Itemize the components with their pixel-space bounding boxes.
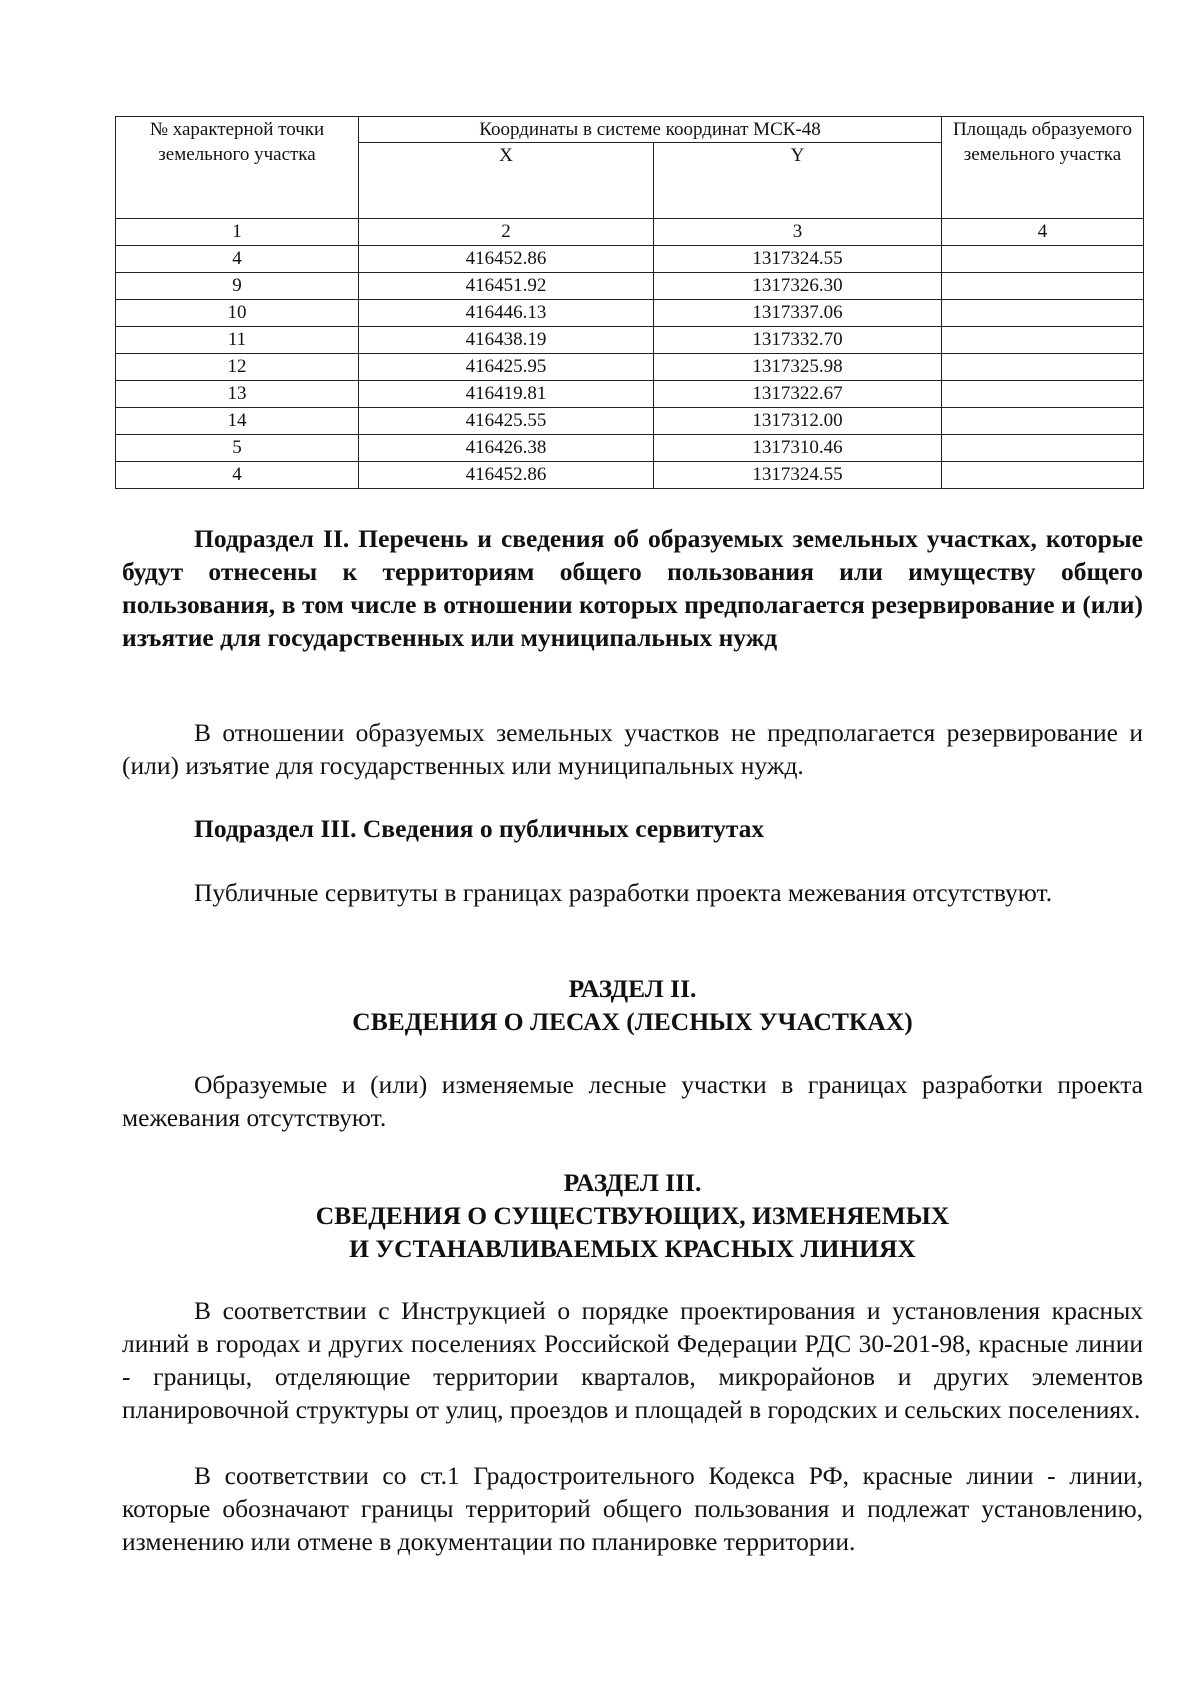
table-row (116, 408, 1144, 435)
table-row (116, 462, 1144, 489)
point-cell: 11 (116, 327, 359, 354)
y-cell: 1317324.55 (654, 246, 942, 273)
header-point-number: № характерной точки земельного участка (116, 117, 359, 219)
point-cell: 14 (116, 408, 359, 435)
point-cell: 10 (116, 300, 359, 327)
area-cell (942, 300, 1144, 327)
x-cell: 416426.38 (359, 435, 654, 462)
y-cell: 1317312.00 (654, 408, 942, 435)
y-cell: 1317310.46 (654, 435, 942, 462)
y-cell: 1317332.70 (654, 327, 942, 354)
table-row (116, 246, 1144, 273)
table-row (116, 327, 1144, 354)
header-coordinate-system: Координаты в системе координат МСК-48 (359, 117, 942, 143)
coordinates-table (115, 116, 1144, 489)
index-cell: 3 (654, 219, 942, 246)
section-2-text: Образуемые и (или) изменяемые лесные участки в границах разработки проекта межевания отсутствуют. (122, 1070, 1143, 1132)
point-cell: 12 (116, 354, 359, 381)
area-cell (942, 273, 1144, 300)
x-cell: 416452.86 (359, 462, 654, 489)
area-cell (942, 381, 1144, 408)
point-cell: 4 (116, 462, 359, 489)
subsection-3-heading: Подраздел III. Сведения о публичных сервитутах (194, 814, 765, 843)
area-cell (942, 327, 1144, 354)
x-cell: 416419.81 (359, 381, 654, 408)
y-cell: 1317325.98 (654, 354, 942, 381)
table-row (116, 300, 1144, 327)
x-cell: 416451.92 (359, 273, 654, 300)
point-cell: 9 (116, 273, 359, 300)
point-cell: 4 (116, 246, 359, 273)
table-row (116, 273, 1144, 300)
table-row (116, 354, 1144, 381)
table-row (116, 381, 1144, 408)
x-cell: 416438.19 (359, 327, 654, 354)
x-cell: 416425.55 (359, 408, 654, 435)
y-cell: 1317337.06 (654, 300, 942, 327)
x-cell: 416446.13 (359, 300, 654, 327)
y-cell: 1317324.55 (654, 462, 942, 489)
area-cell (942, 354, 1144, 381)
index-cell: 4 (942, 219, 1144, 246)
index-cell: 2 (359, 219, 654, 246)
y-cell: 1317326.30 (654, 273, 942, 300)
area-cell (942, 435, 1144, 462)
x-cell: 416452.86 (359, 246, 654, 273)
section-3-title: РАЗДЕЛ III. СВЕДЕНИЯ О СУЩЕСТВУЮЩИХ, ИЗМЕНЯЕМЫХ И УСТАНАВЛИВАЕМЫХ КРАСНЫХ ЛИНИЯХ (315, 1168, 950, 1263)
section-2-title: РАЗДЕЛ II. СВЕДЕНИЯ О ЛЕСАХ (ЛЕСНЫХ УЧАСТКАХ) (352, 974, 913, 1036)
x-cell: 416425.95 (359, 354, 654, 381)
point-cell: 5 (116, 435, 359, 462)
table-row (116, 435, 1144, 462)
section-3-paragraph-1: В соответствии с Инструкцией о порядке проектирования и установления красных линий в городах и других поселениях Российской Федерации РДС 30-201-98, красные линии - границы, отделяющие территории кварталов, микрорайонов и других элементов планировочной структуры от улиц, проездов и площадей в городских и сельских поселениях. (122, 1296, 1143, 1424)
header-area: Площадь образуемого земельного участка (942, 117, 1144, 219)
y-cell: 1317322.67 (654, 381, 942, 408)
index-cell: 1 (116, 219, 359, 246)
header-y: Y (654, 143, 942, 219)
table-index-row (116, 219, 1144, 246)
subsection-2-heading: Подраздел II. Перечень и сведения об образуемых земельных участках, которые будут отнесены к территориям общего пользования или имуществу общего пользования, в том числе в отношении которых предполагается резервирование и (или) изъятие для государственных или муниципальных нужд (122, 524, 1143, 652)
area-cell (942, 462, 1144, 489)
area-cell (942, 246, 1144, 273)
subsection-2-text: В отношении образуемых земельных участков не предполагается резервирование и (или) изъятие для государственных или муниципальных нужд. (122, 718, 1143, 780)
section-3-paragraph-2: В соответствии со ст.1 Градостроительного Кодекса РФ, красные линии - линии, которые обозначают границы территорий общего пользования и подлежат установлению, изменению или отмене в документации по планировке территории. (122, 1461, 1143, 1556)
point-cell: 13 (116, 381, 359, 408)
subsection-3-text: Публичные сервитуты в границах разработки проекта межевания отсутствуют. (194, 878, 1053, 907)
header-x: X (359, 143, 654, 219)
area-cell (942, 408, 1144, 435)
